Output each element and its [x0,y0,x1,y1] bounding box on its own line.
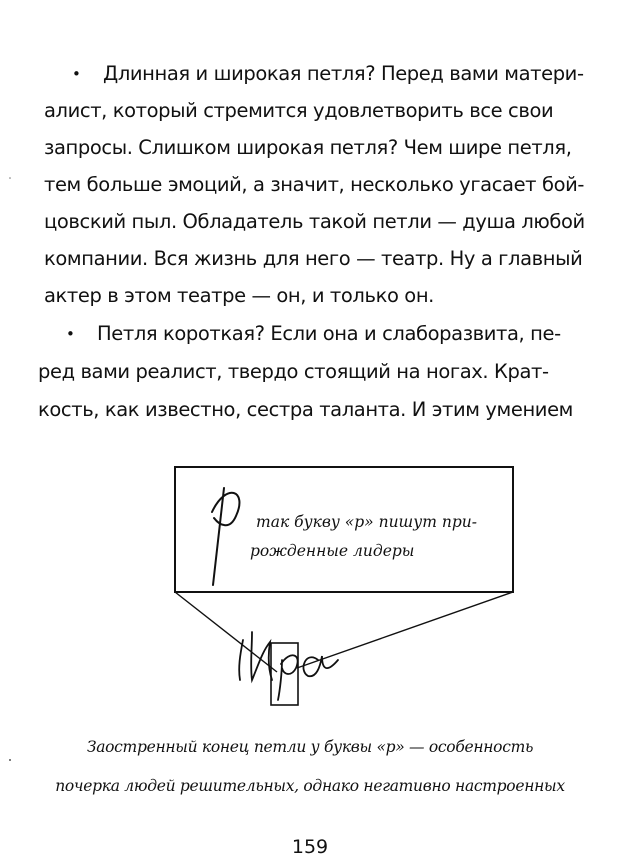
bullet-1: • [72,65,81,83]
large-letter-p-glyph [212,488,239,585]
paragraph-1-line-7: актер в этом театре — он, и только он. [44,284,434,307]
callout-text-line-1: так букву «р» пишут при- [256,513,477,531]
page-number: 159 [291,836,329,858]
paragraph-2-line-1: Петля короткая? Если она и слаборазвита, пе- [97,322,561,345]
caption-line-2: почерка людей решительных, однако негативно настроенных [55,777,565,795]
letter-highlight-box [271,643,298,705]
paragraph-1-line-1: Длинная и широкая петля? Перед вами матери- [103,62,584,85]
paragraph-1-line-4: тем больше эмоций, а значит, несколько угасает бой- [44,173,585,196]
callout-text-line-2: рожденные лидеры [250,542,415,560]
paragraph-1-line-2: алист, который стремится удовлетворить все свои [44,99,554,122]
pointer-line-right [297,592,513,668]
paragraph-1-line-5: цовский пыл. Обладатель такой петли — душа любой [44,210,585,233]
margin-speck [9,177,11,179]
pointer-line-left [175,592,277,672]
margin-speck [9,759,11,761]
paragraph-2-line-2: ред вами реалист, твердо стоящий на ногах. Крат- [38,360,549,383]
paragraph-1-line-3: запросы. Слишком широкая петля? Чем шире петля, [44,136,572,159]
paragraph-1-line-6: компании. Вся жизнь для него — театр. Ну а главный [44,247,583,270]
paragraph-2-line-3: кость, как известно, сестра таланта. И этим умением [38,398,573,421]
bullet-2: • [66,325,75,343]
caption-line-1: Заостренный конец петли у буквы «р» — особенность [86,738,534,756]
